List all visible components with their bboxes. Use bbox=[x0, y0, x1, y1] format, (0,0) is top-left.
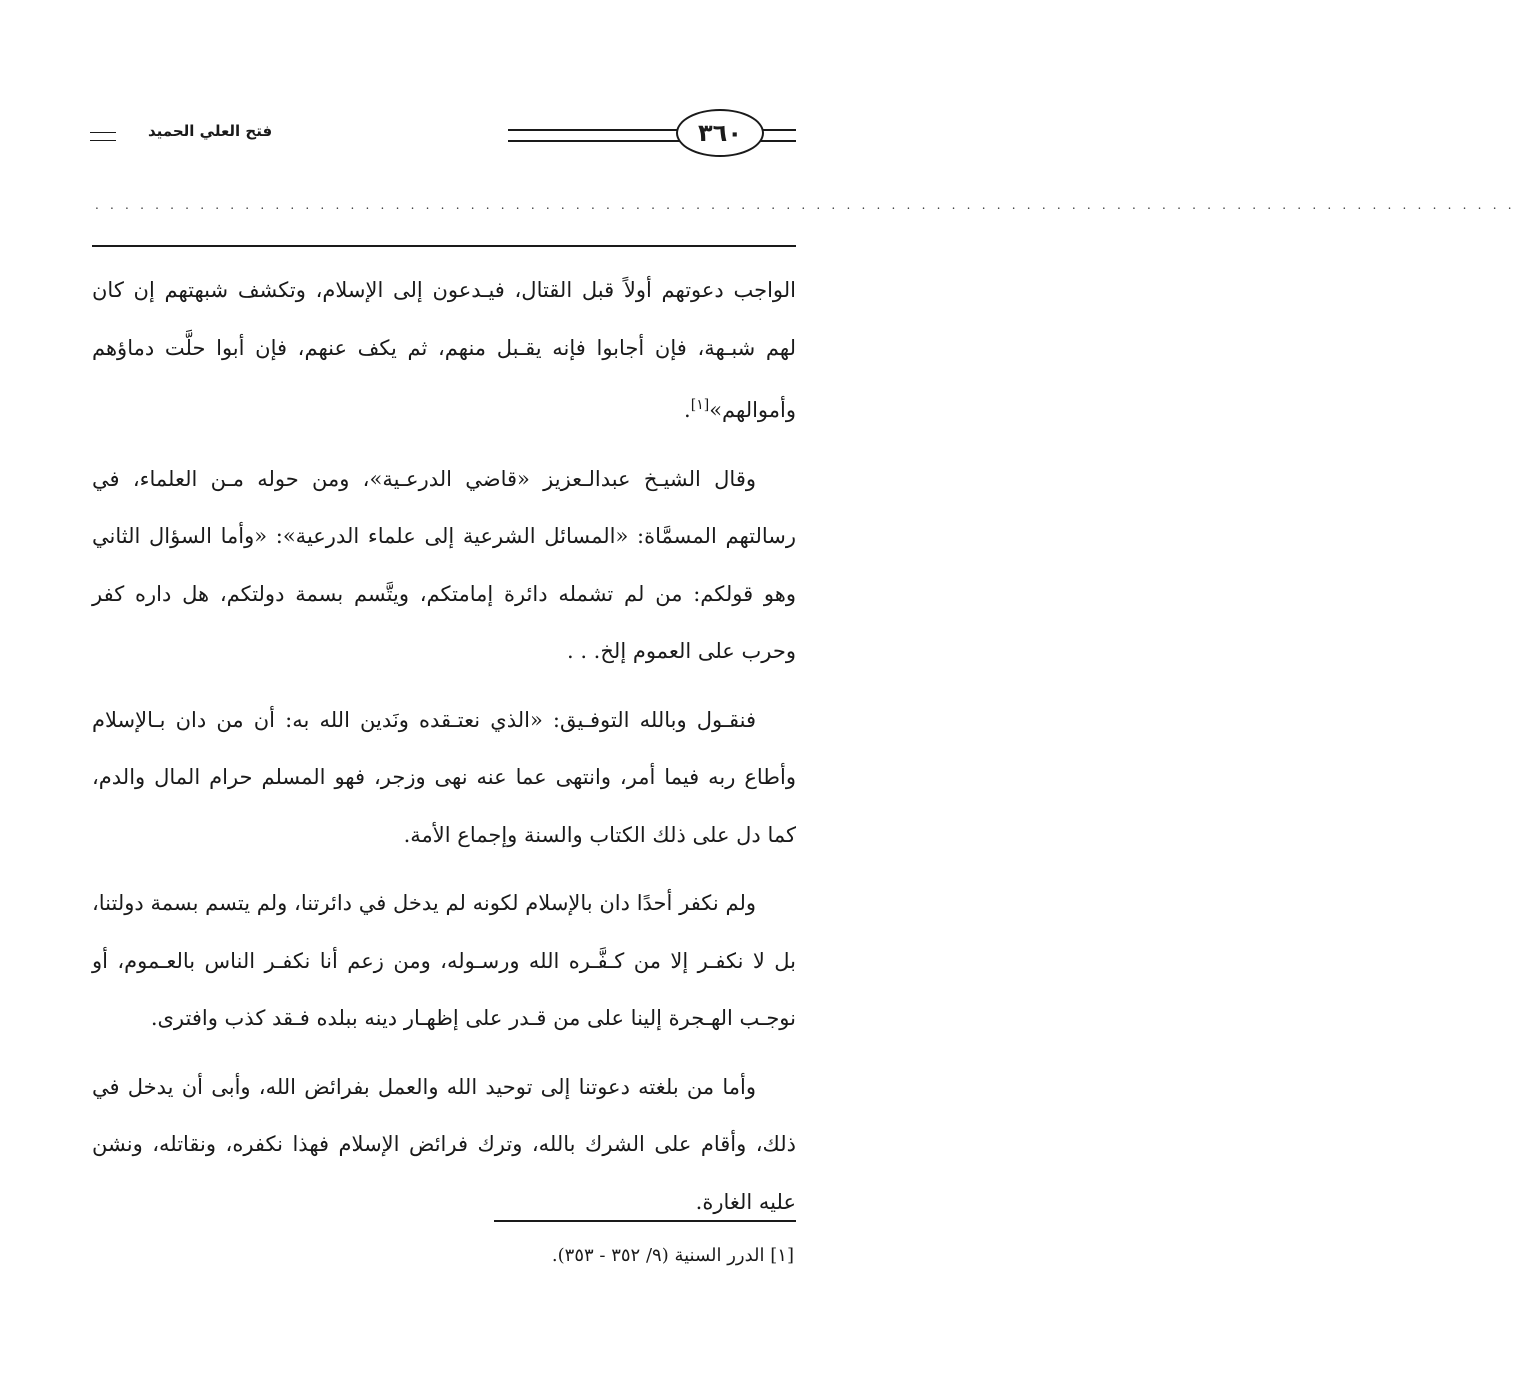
page-number-rule-left bbox=[508, 129, 680, 142]
paragraph: ولم نكفر أحدًا دان بالإسلام لكونه لم يدخل في دائرتنا، ولم يتسم بسمة دولتنا، بل لا نكفـر إلا من كـفَّـره الله ورسـوله، ومن زعم أنا نكفـر الناس بالعـموم، أو نوجـب الهـجرة إلينا على من قـدر على إظهـار دينه ببلده فـقد كذب وافترى. bbox=[92, 891, 796, 1030]
page-header bbox=[0, 0, 879, 180]
footnote: [١] الدرر السنية (٩/ ٣٥٢ - ٣٥٣). bbox=[551, 1245, 794, 1266]
main-text bbox=[92, 262, 796, 1242]
footnote-reference: [١] bbox=[690, 397, 710, 413]
paragraph: الواجب دعوتهم أولاً قبل القتال، فيـدعون إلى الإسلام، وتكشف شبهتهم إن كان لهم شبـهة، فإن أجابوا فإنه يقـبل منهم، ثم يكف عنهم، فإن أبوا حلَّت دماؤهم وأموالهم»[١]. bbox=[92, 278, 796, 422]
title-ornament-rule bbox=[90, 132, 116, 141]
book-title: فتح العلي الحميد bbox=[148, 122, 273, 140]
header-rule bbox=[92, 245, 796, 247]
dotted-separator: . . . . . . . . . . . . . . . . . . . . . . . . . . . . . . . . . . . . . . . . . . . . . . . . . . . . . . . . . . . . . . . . . . . . . . . . . . . . . . . . . . . . . . . . . . . . . . . bbox=[95, 198, 1515, 212]
paragraph: فنقـول وبالله التوفـيق: «الذي نعتـقده ونَدين الله به: أن من دان بـالإسلام وأطاع ربه فيما أمر، وانتهى عما عنه نهى وزجر، فهو المسلم حرام المال والدم، كما دل على ذلك الكتاب والسنة وإجماع الأمة. bbox=[92, 707, 796, 847]
footnote-rule bbox=[494, 1220, 796, 1222]
page-number: ٣٦٠ bbox=[676, 109, 764, 157]
paragraph: وقال الشيـخ عبدالـعزيز «قاضي الدرعـية»، ومن حوله مـن العلماء، في رسالتهم المسمَّاة: «المسائل الشرعية إلى علماء الدرعية»: «وأما السؤال الثاني وهو قولكم: من لم تشمله دائرة إمامتكم، ويتَّسم بسمة دولتكم، هل داره كفر وحرب على العموم إلخ. . . bbox=[92, 466, 796, 663]
paragraph: وأما من بلغته دعوتنا إلى توحيد الله والعمل بفرائض الله، وأبى أن يدخل في ذلك، وأقام على الشرك بالله، وترك فرائض الإسلام فهذا نكفره، ونقاتله، ونشن عليه الغارة. bbox=[92, 1074, 796, 1214]
page-number-rule-right bbox=[760, 129, 796, 142]
